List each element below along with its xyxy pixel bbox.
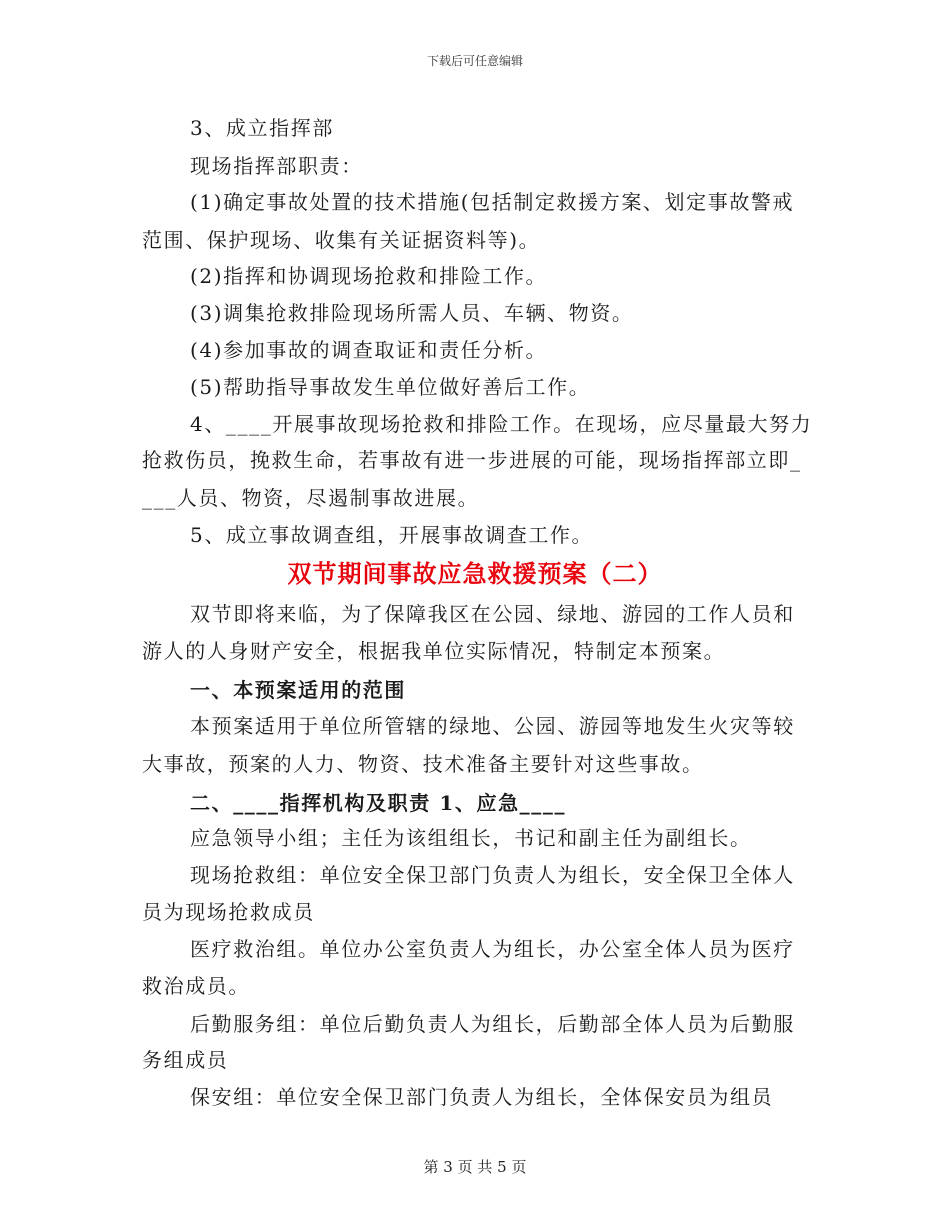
text-line: 5、成立事故调查组，开展事故调查工作。 — [190, 523, 594, 547]
section-heading: 一、本预案适用的范围 — [190, 678, 406, 702]
text-line: 范围、保护现场、收集有关证据资料等)。 — [142, 228, 541, 252]
text-line: 大事故，预案的人力、物资、技术准备主要针对这些事故。 — [142, 752, 704, 776]
page-header: 下载后可任意编辑 — [426, 54, 523, 68]
text-line: (4)参加事故的调查取证和责任分析。 — [190, 338, 548, 362]
text-line: 员为现场抢救成员 — [142, 900, 315, 924]
text-line: 现场抢救组：单位安全保卫部门负责人为组长，安全保卫全体人 — [190, 863, 795, 887]
page-footer: 第 3 页 共 5 页 — [423, 1158, 527, 1176]
text-line: 抢救伤员，挽救生命，若事故有进一步进展的可能，现场指挥部立即_ — [142, 448, 802, 472]
text-line: 救治成员。 — [142, 974, 250, 998]
text-line: 应急领导小组；主任为该组组长，书记和副主任为副组长。 — [190, 826, 752, 850]
section-title: 双节期间事故应急救援预案（二） — [287, 559, 663, 588]
text-line: 本预案适用于单位所管辖的绿地、公园、游园等地发生火灾等较 — [190, 714, 795, 738]
text-line: 务组成员 — [142, 1048, 229, 1072]
text-line: 3、成立指挥部 — [190, 116, 334, 140]
text-line: 医疗救治组。单位办公室负责人为组长，办公室全体人员为医疗 — [190, 937, 795, 961]
text-line: 后勤服务组：单位后勤负责人为组长，后勤部全体人员为后勤服 — [190, 1012, 795, 1036]
text-line: 游人的人身财产安全，根据我单位实际情况，特制定本预案。 — [142, 639, 726, 663]
text-line: (5)帮助指导事故发生单位做好善后工作。 — [190, 375, 591, 399]
text-line: 4、____开展事故现场抢救和排险工作。在现场，应尽量最大努力 — [190, 412, 813, 436]
section-heading: 二、____指挥机构及职责 1、应急____ — [190, 791, 567, 815]
text-line: ___人员、物资，尽遏制事故进展。 — [142, 486, 480, 510]
text-line: 保安组：单位安全保卫部门负责人为组长，全体保安员为组员 — [190, 1085, 774, 1109]
text-line: (3)调集抢救排险现场所需人员、车辆、物资。 — [190, 301, 634, 325]
text-line: 现场指挥部职责： — [190, 154, 363, 178]
text-line: (2)指挥和协调现场抢救和排险工作。 — [190, 264, 548, 288]
text-line: (1)确定事故处置的技术措施(包括制定救援方案、划定事故警戒 — [190, 190, 795, 214]
text-line: 双节即将来临，为了保障我区在公园、绿地、游园的工作人员和 — [190, 602, 795, 626]
